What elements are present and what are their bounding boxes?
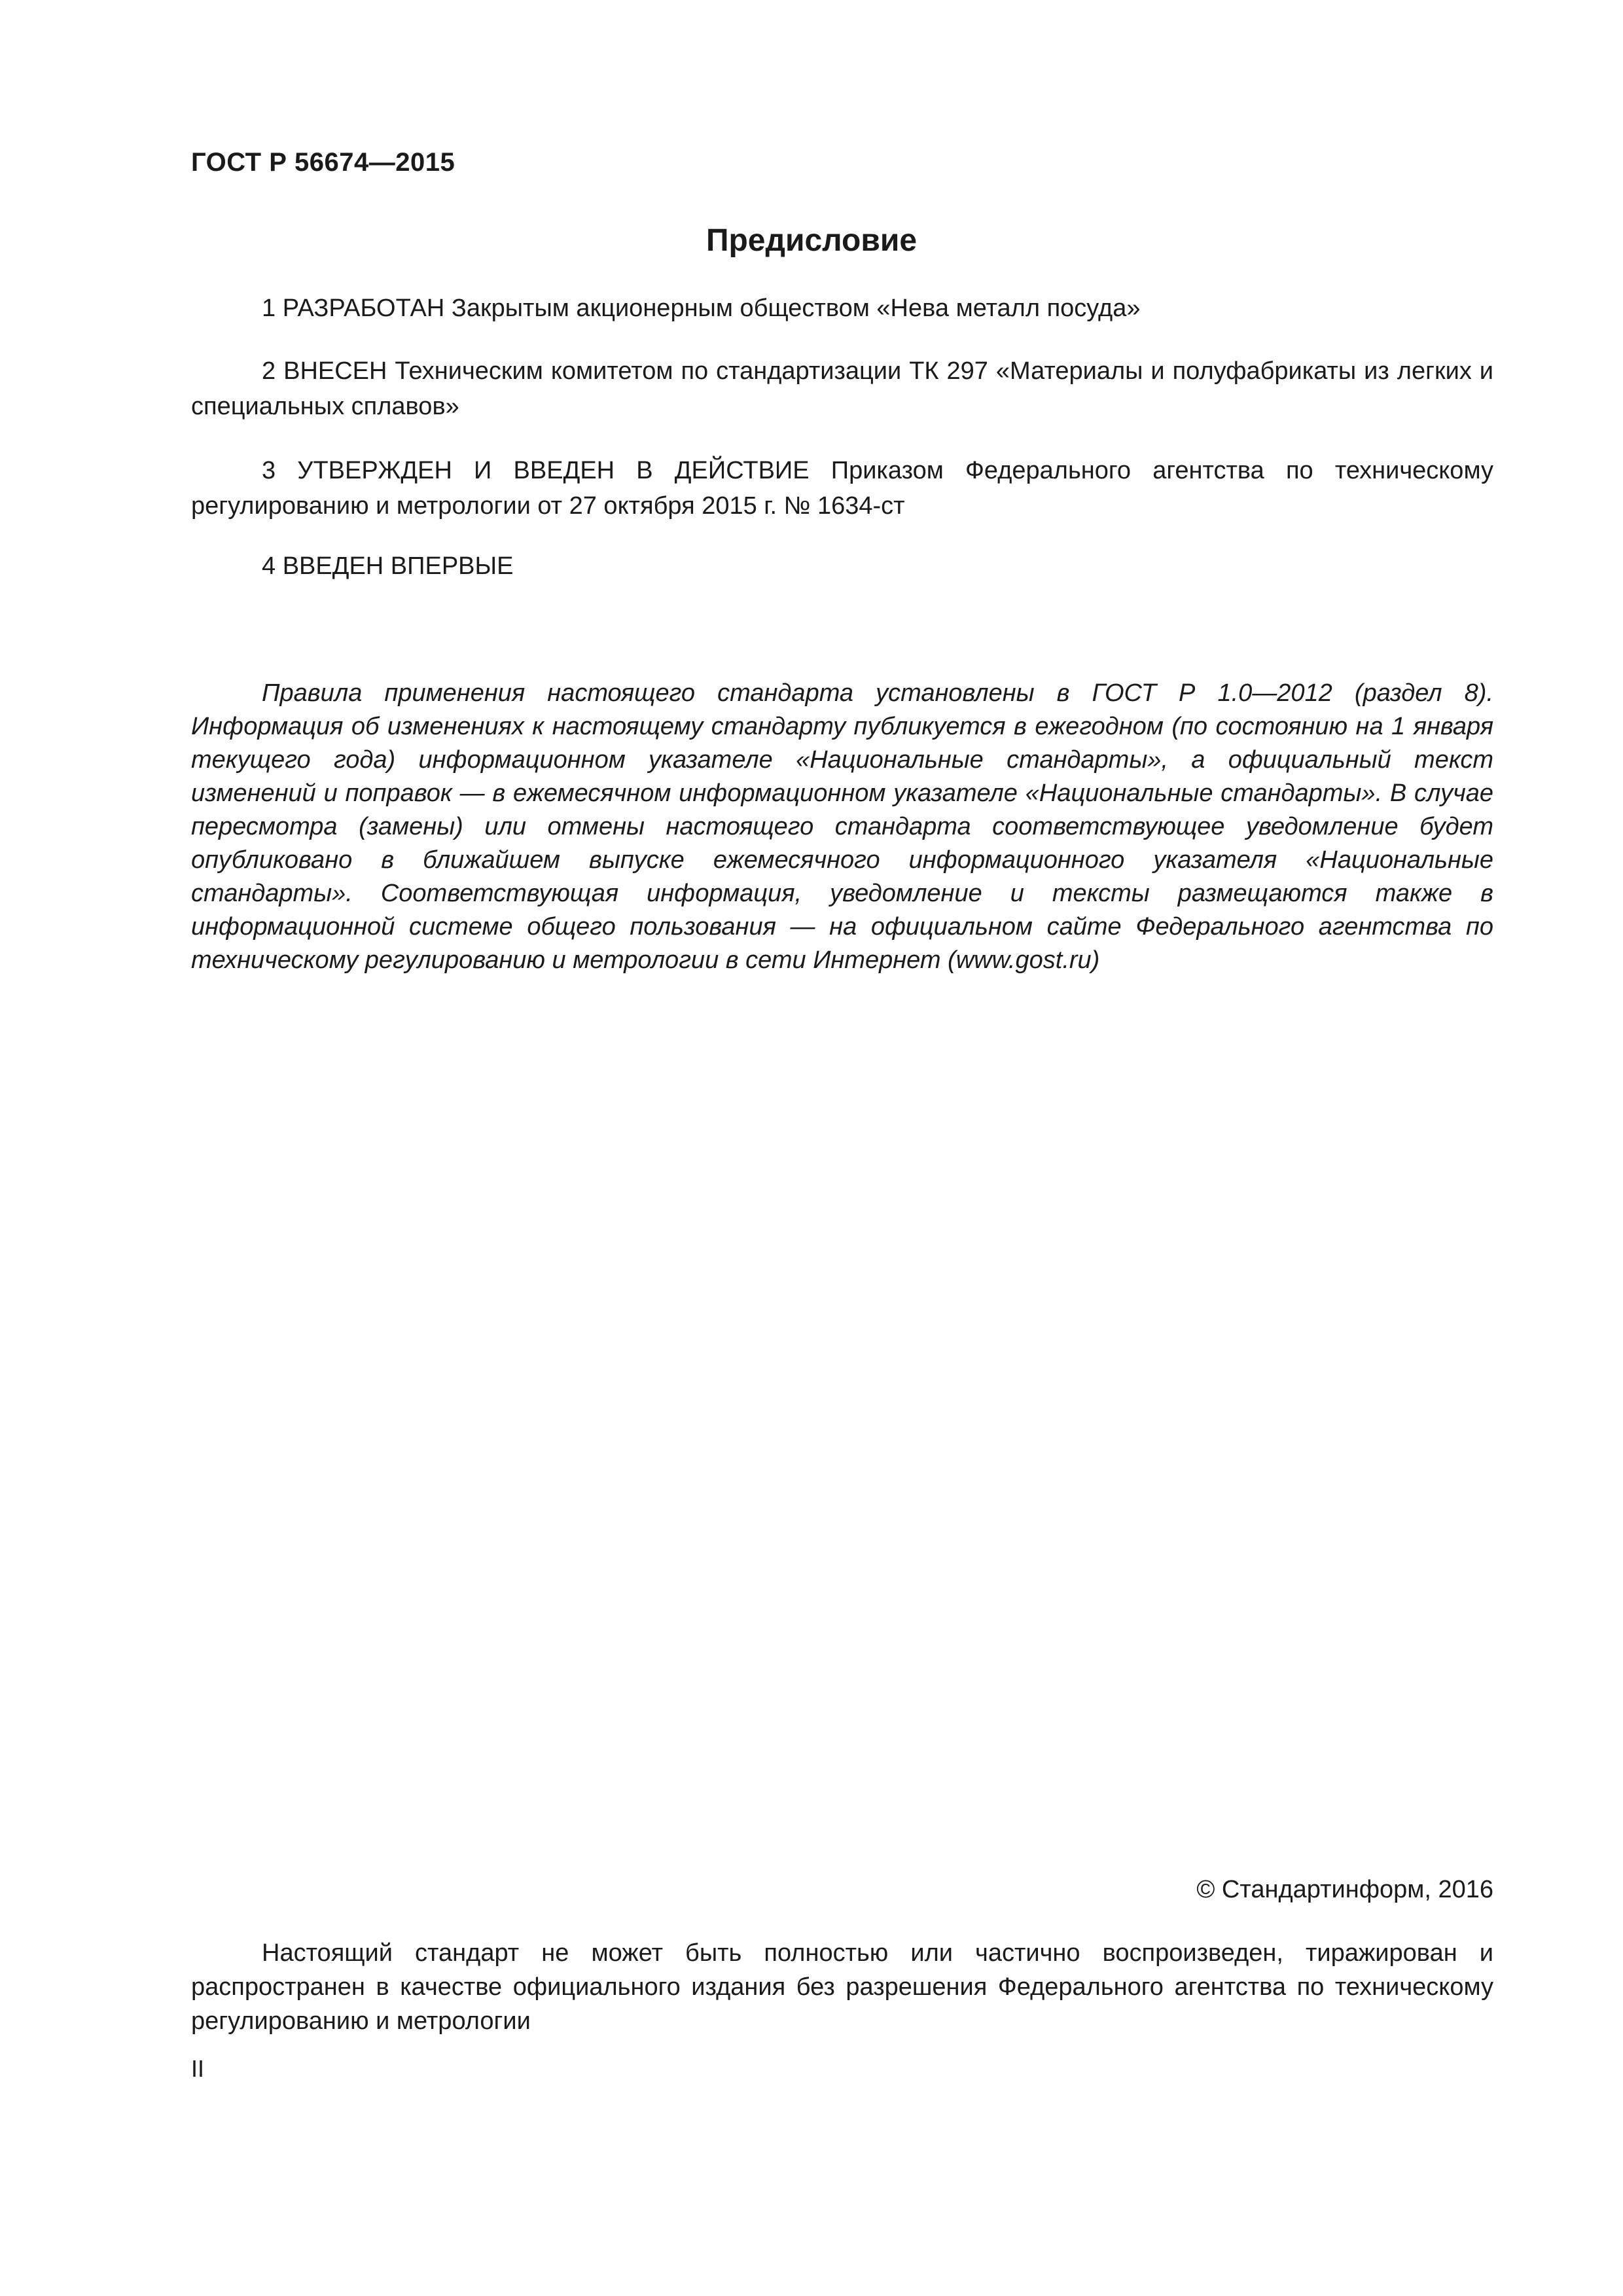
copyright-notice: © Стандартинформ, 2016 bbox=[1196, 1876, 1493, 1903]
foreword-item-1: 1 РАЗРАБОТАН Закрытым акционерным обществом «Нева металл посуда» bbox=[262, 295, 1141, 322]
foreword-item-4: 4 ВВЕДЕН ВПЕРВЫЕ bbox=[262, 552, 514, 580]
document-code: ГОСТ Р 56674—2015 bbox=[191, 148, 455, 177]
reproduction-notice: Настоящий стандарт не может быть полностью или частично воспроизведен, тиражирован и распространен в качестве официального издания без разрешения Федерального агентства по техническому регулированию и метрологии bbox=[191, 1939, 1493, 2035]
page-title: Предисловие bbox=[705, 223, 918, 258]
foreword-item-3: 3 УТВЕРЖДЕН И ВВЕДЕН В ДЕЙСТВИЕ Приказом Федерального агентства по техническому регулированию и метрологии от 27 октября 2015 г. № 1634-ст bbox=[191, 457, 1493, 520]
foreword-item-2: 2 ВНЕСЕН Техническим комитетом по стандартизации ТК 297 «Материалы и полуфабрикаты из легких и специальных сплавов» bbox=[191, 357, 1493, 420]
application-rules-paragraph: Правила применения настоящего стандарта установлены в ГОСТ Р 1.0—2012 (раздел 8). Информация об изменениях к настоящему стандарту публикуется в ежегодном (по состоянию на 1 января текущего года) информационном указателе «Национальные стандарты», а официальный текст изменений и поправок — в ежемесячном информационном указателе «Национальные стандарты». В случае пересмотра (замены) или отмены настоящего стандарта соответствующее уведомление будет опубликовано в ближайшем выпуске ежемесячного информационного указателя «Национальные стандарты». Соответствующая информация, уведомление и тексты размещаются также в информационной системе общего пользования — на официальном сайте Федерального агентства по техническому регулированию и метрологии в сети Интернет (www.gost.ru) bbox=[191, 679, 1493, 974]
page-number: II bbox=[191, 2055, 205, 2082]
